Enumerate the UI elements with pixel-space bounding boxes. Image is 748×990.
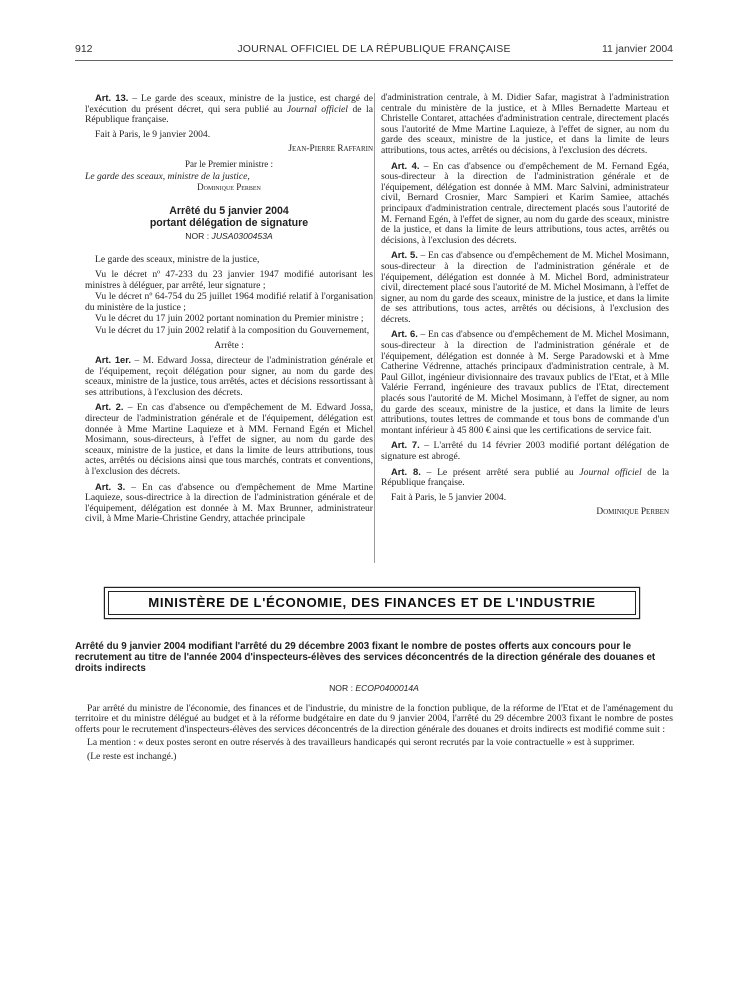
nor-reference: NOR : JUSA0300453A [185, 230, 273, 241]
par-premier-ministre: Par le Premier ministre : [185, 158, 273, 169]
fait-paris-2: Fait à Paris, le 5 janvier 2004. [391, 491, 507, 503]
visa-1: Vu le décret nº 47-233 du 23 janvier 1947 modifié autorisant les ministres à déléguer, par arrêté, leur signature ; [85, 268, 373, 291]
article-13: Art. 13. – Le garde des sceaux, ministre de la justice, est chargé de l'exécution du présent décret, qui sera publié au Journal officiel de la République française. [85, 92, 373, 126]
article-4: Art. 4. – En cas d'absence ou d'empêchement de M. Fernand Egéa, sous-directeur à la direction de l'administration générale et de l'équipement, délégation est donnée à MM. Marc Salvini, administrateur civil, Bernard Crosnier, Marc Sampieri et Karim Samiee, attachés principaux d'administration centrale, directement placés sous l'autorité de M. Fernand Egén, à l'effet de signer, au nom du garde des sceaux, ministre de la justice, et dans la limite de leurs attributions, tous actes, arrêtés ou décisions, à l'exclusion des décrets. [381, 159, 669, 246]
arrete-heading: Arrête : [214, 339, 244, 351]
article-3-continued: d'administration centrale, à M. Didier Safar, magistrat à l'administration centrale du ministère de la justice, et à Mlles Bernadette Marteau et Christelle Contaret, attachées d'administration centrale, directement placés sous l'autorité de Mme Martine Laquieze, à l'effet de signer, au nom du garde des sceaux, ministre de la justice, et dans la limite de leurs attributions, tous actes, arrêtés ou décisions, à l'exclusion des décrets. [381, 92, 669, 156]
visa-4: Vu le décret du 17 juin 2002 relatif à la composition du Gouvernement, [95, 324, 370, 336]
issue-date: 11 janvier 2004 [601, 43, 673, 55]
signature-perben-2: Dominique Perben [596, 507, 669, 518]
fait-paris-1: Fait à Paris, le 9 janvier 2004. [95, 128, 211, 140]
article-3: Art. 3. – En cas d'absence ou d'empêchement de Mme Martine Laquieze, sous-directrice à la direction de l'administration générale et de l'équipement, délégation est donnée à M. Max Brunner, administrateur civil, à Mme Marie-Christine Gendry, attachée principale [85, 480, 373, 525]
header-rule [75, 60, 673, 61]
right-column [381, 93, 669, 522]
bottom-paragraph-3: (Le reste est inchangé.) [87, 750, 177, 762]
bottom-paragraph-2: La mention : « deux postes seront en outre réservés à des travailleurs handicapés qui seront recrutés par la voie contractuelle » est à supprimer. [87, 737, 635, 749]
decree-title: Arrêté du 5 janvier 2004 portant délégation de signature [149, 204, 309, 229]
article-6: Art. 6. – En cas d'absence ou d'empêchement de M. Michel Mosimann, sous-directeur à la direction de l'administration générale et de l'équipement, délégation est donnée à M. Serge Paradowski et à Mme Catherine Védrenne, attachés principaux d'administration centrale, à M. Paul Gillot, ingénieur divisionnaire des travaux publics de l'Etat, et à Mlle Valérie Ferrand, ingénieure des travaux publics de l'Etat, directement placés sous l'autorité de M. Michel Mosimann, à l'effet de signer, au nom du garde des sceaux, ministre de la justice, et dans la limite de leurs attributions, toutes lettres de commande et tous bons de commande d'un montant inférieur à 45 800 € ainsi que les certifications de service fait. [381, 328, 670, 436]
visa-2: Vu le décret nº 64-754 du 25 juillet 1964 modifié relatif à l'organisation du ministère de la justice ; [85, 291, 373, 313]
page-header [75, 43, 673, 61]
ministry-banner [108, 591, 636, 615]
signature-perben-1: Dominique Perben [197, 182, 261, 193]
intro-line: Le garde des sceaux, ministre de la justice, [95, 254, 260, 266]
bottom-decree [75, 641, 673, 766]
garde-des-sceaux: Le garde des sceaux, ministre de la justice, [85, 170, 250, 182]
article-1: Art. 1er. – M. Edward Jossa, directeur de l'administration générale et de l'équipement, reçoit délégation pour signer, au nom du garde des sceaux, ministre de la justice, tous arrêtés, actes et décisions ressortissant à ses attributions, à l'exclusion des décrets. [85, 354, 374, 398]
bottom-paragraph-1: Par arrêté du ministre de l'économie, des finances et de l'industrie, du ministre de la fonction publique, de la réforme de l'Etat et de l'aménagement du territoire et du ministre délégué au budget et à la réforme budgétaire en date du 9 janvier 2004, l'arrêté du 29 décembre 2003 fixant le nombre de postes offerts pour le recrutement d'inspecteurs-élèves des services déconcentrés de la direction générale des douanes et droits indirects est modifié comme suit : [75, 702, 673, 735]
article-2: Art. 2. – En cas d'absence ou d'empêchement de M. Edward Jossa, directeur de l'administration générale et de l'équipement, délégation est donnée à Mme Martine Laquieze et à MM. Fernand Egén et Michel Mosimann, sous-directeurs, à l'effet de signer, au nom du garde des sceaux, ministre de la justice, et dans la limite de leurs attributions, tous actes, arrêtés ou décisions ainsi que tous marchés, contrats et conventions, à l'exclusion des décrets. [85, 401, 373, 478]
column-separator [374, 93, 375, 563]
article-8: Art. 8. – Le présent arrêté sera publié au Journal officiel de la République française. [381, 465, 669, 489]
bottom-decree-title: Arrêté du 9 janvier 2004 modifiant l'arrêté du 29 décembre 2003 fixant le nombre de postes offerts aux concours pour le recrutement au titre de l'année 2004 d'inspecteurs-élèves des services déconcentrés de la direction générale des douanes et droits indirects [75, 641, 656, 674]
journal-title: JOURNAL OFFICIEL DE LA RÉPUBLIQUE FRANÇAISE [237, 43, 511, 55]
visa-3: Vu le décret du 17 juin 2002 portant nomination du Premier ministre ; [95, 313, 364, 325]
article-7: Art. 7. – L'arrêté du 14 février 2003 modifié portant délégation de signature est abrogé. [381, 439, 669, 462]
left-column [85, 93, 373, 529]
ministry-title: MINISTÈRE DE L'ÉCONOMIE, DES FINANCES ET DE L'INDUSTRIE [148, 595, 596, 610]
page-number: 912 [75, 43, 93, 55]
article-5: Art. 5. – En cas d'absence ou d'empêchement de M. Michel Mosimann, sous-directeur à la direction de l'administration générale et de l'équipement, délégation est donnée à M. Michel Bord, administrateur civil, directement placé sous l'autorité de M. Michel Mosimann, à l'effet de signer, au nom du garde des sceaux, ministre de la justice, et dans la limite de ses attributions, tous actes, arrêtés ou décisions, à l'exclusion des décrets. [381, 249, 670, 325]
signature-raffarin: Jean-Pierre Raffarin [288, 144, 373, 155]
bottom-nor-reference: NOR : ECOP0400014A [329, 683, 419, 693]
